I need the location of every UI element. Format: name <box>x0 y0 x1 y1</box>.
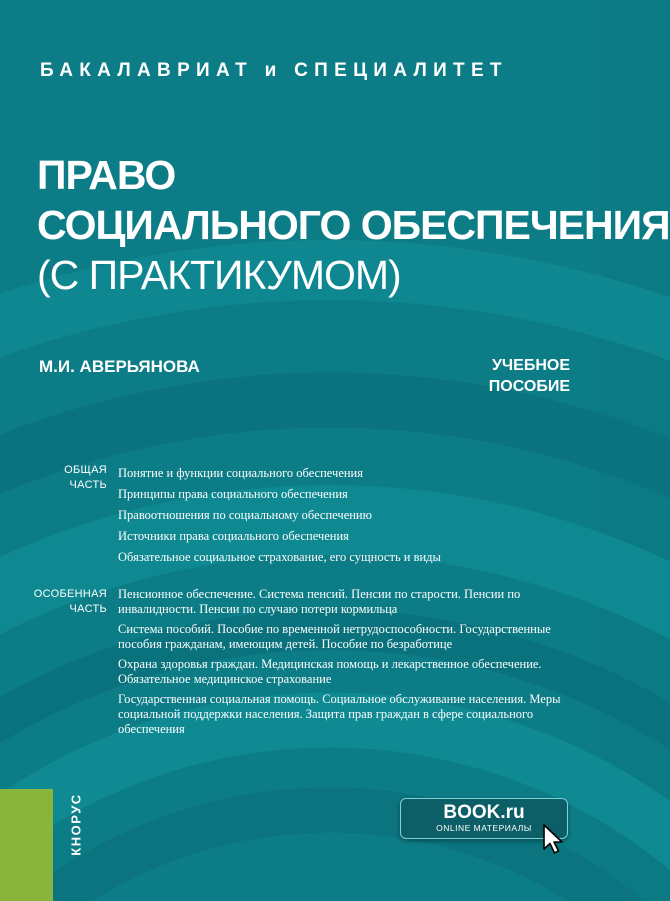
list-item: Понятие и функции социального обеспечения <box>118 466 363 480</box>
document-type-line-2: ПОСОБИЕ <box>488 378 570 395</box>
list-item: Правоотношения по социальному обеспечению <box>118 508 372 522</box>
special-part-label-line-2: ЧАСТЬ <box>69 603 107 615</box>
list-item: Источники права социального обеспечения <box>118 529 349 543</box>
list-item: Охрана здоровья граждан. Медицинская помощь и лекарственное обеспечение. Обязательное медицинское страхование <box>118 657 542 686</box>
list-item: Государственная социальная помощь. Социальное обслуживание населения. Меры социальной поддержки населения. Защита прав граждан в сфере социального обеспечения <box>118 692 561 736</box>
list-item: Обязательное социальное страхование, его сущность и виды <box>118 550 441 564</box>
book-ru-subtitle: ONLINE МАТЕРИАЛЫ <box>436 823 532 833</box>
general-part-label <box>64 463 107 493</box>
general-topics-list <box>118 463 574 568</box>
list-item: Принципы права социального обеспечения <box>118 487 348 501</box>
document-type <box>489 355 570 397</box>
general-part-label-line-2: ЧАСТЬ <box>69 479 107 491</box>
general-part-label-line-1: ОБЩАЯ <box>64 464 107 476</box>
series-label: БАКАЛАВРИАТ и СПЕЦИАЛИТЕТ <box>40 60 508 81</box>
publisher-logo <box>56 764 96 884</box>
mouse-pointer-icon <box>542 824 566 856</box>
document-type-line-1: УЧЕБНОЕ <box>491 357 570 374</box>
special-part-label-line-1: ОСОБЕННАЯ <box>33 588 107 600</box>
special-part-label <box>34 587 107 617</box>
special-topics-list <box>118 587 574 742</box>
book-title <box>37 150 670 300</box>
book-ru-title: BOOK.ru <box>443 802 525 823</box>
title-line-1: ПРАВО <box>37 152 176 198</box>
list-item: Система пособий. Пособие по временной нетрудоспособности. Государственные пособия гражданам, имеющим детей. Пособие по безработице <box>118 622 551 651</box>
list-item: Пенсионное обеспечение. Система пенсий. Пенсии по старости. Пенсии по инвалидности. Пенсии по случаю потери кормильца <box>118 587 521 616</box>
title-line-2: СОЦИАЛЬНОГО ОБЕСПЕЧЕНИЯ <box>37 202 670 248</box>
title-subtitle: (С ПРАКТИКУМОМ) <box>37 252 401 298</box>
publisher-name: КНОРУС <box>68 792 84 856</box>
author-name: М.И. АВЕРЬЯНОВА <box>39 357 200 376</box>
green-accent-bar <box>0 789 53 901</box>
